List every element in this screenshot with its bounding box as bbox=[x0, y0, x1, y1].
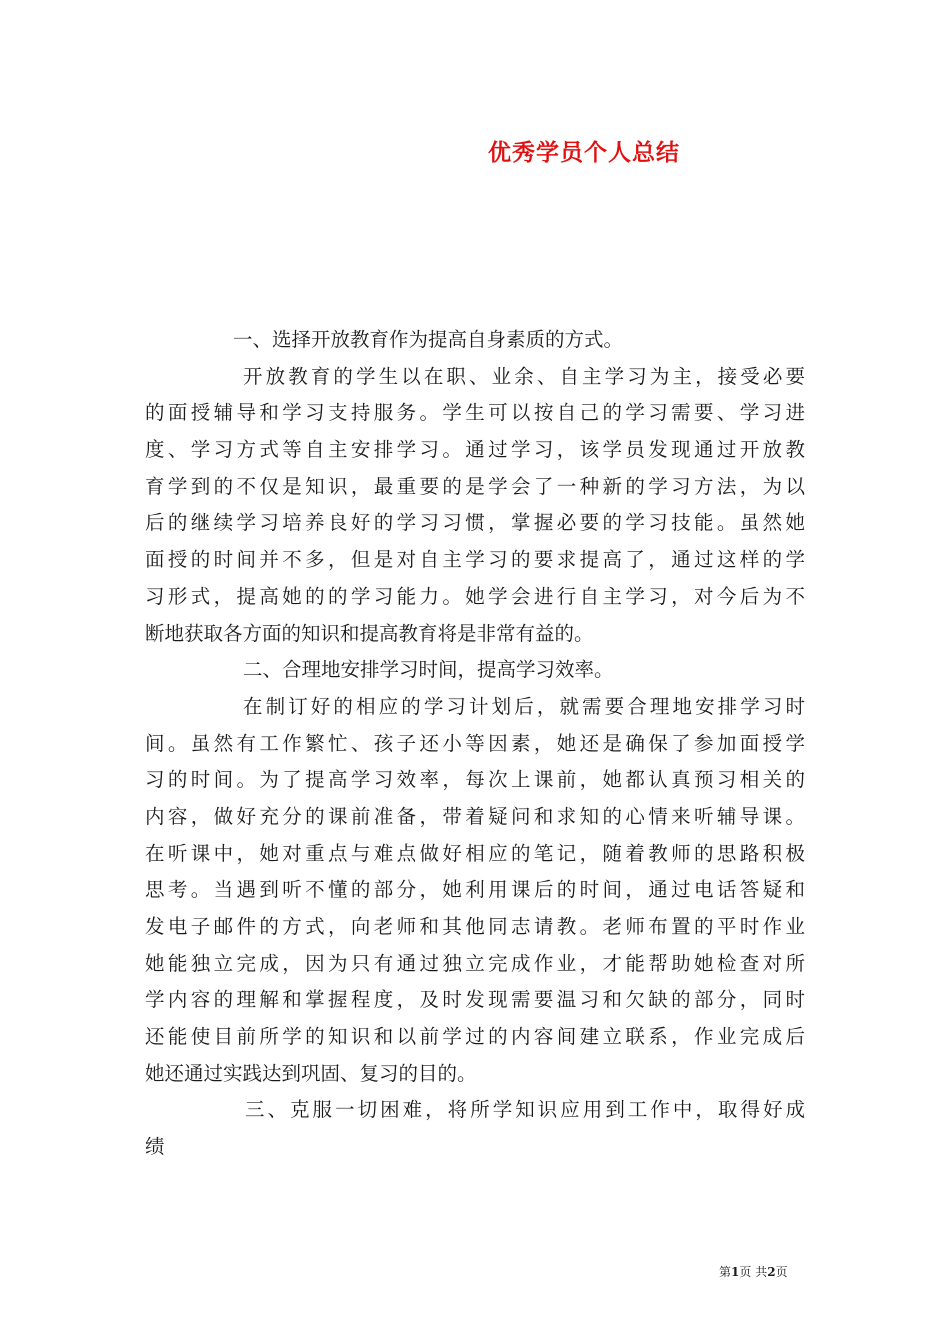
footer-prefix: 第 bbox=[719, 1265, 732, 1279]
paragraph-line: 绩 bbox=[145, 1135, 165, 1159]
paragraph-line: 在制订好的相应的学习计划后，就需要合理地安排学习时 bbox=[243, 694, 805, 718]
section-heading-2: 二、合理地安排学习时间，提高学习效率。 bbox=[243, 658, 614, 682]
paragraph-line: 她能独立完成，因为只有通过独立完成作业，才能帮助她检查对所 bbox=[145, 951, 805, 975]
paragraph-line: 还能使目前所学的知识和以前学过的内容间建立联系，作业完成后 bbox=[145, 1025, 805, 1049]
paragraph-line: 间。虽然有工作繁忙、孩子还小等因素，她还是确保了参加面授学 bbox=[145, 731, 805, 755]
page-footer bbox=[719, 1263, 788, 1280]
document-body bbox=[145, 322, 805, 1166]
paragraph-line: 开放教育的学生以在职、业余、自主学习为主，接受必要 bbox=[243, 364, 805, 388]
footer-suffix: 页 bbox=[775, 1265, 788, 1279]
paragraph-line: 在听课中，她对重点与难点做好相应的笔记，随着教师的思路积极 bbox=[145, 841, 805, 865]
paragraph-line: 发电子邮件的方式，向老师和其他同志请教。老师布置的平时作业 bbox=[145, 915, 805, 938]
document-title: 优秀学员个人总结 bbox=[488, 139, 680, 166]
paragraph-line: 度、学习方式等自主安排学习。通过学习，该学员发现通过开放教 bbox=[145, 438, 805, 462]
paragraph-line: 习的时间。为了提高学习效率，每次上课前，她都认真预习相关的 bbox=[145, 768, 805, 792]
footer-current-page: 1 bbox=[731, 1265, 740, 1279]
paragraph-line: 思考。当遇到听不懂的部分，她利用课后的时间，通过电话答疑和 bbox=[145, 878, 805, 902]
section-heading-1: 一、选择开放教育作为提高自身素质的方式。 bbox=[233, 328, 624, 351]
paragraph-line: 内容，做好充分的课前准备，带着疑问和求知的心情来听辅导课。 bbox=[145, 804, 805, 828]
paragraph-line: 面授的时间并不多，但是对自主学习的要求提高了，通过这样的学 bbox=[145, 548, 805, 572]
paragraph-line: 的面授辅导和学习支持服务。学生可以按自己的学习需要、学习进 bbox=[145, 401, 805, 425]
paragraph-line: 育学到的不仅是知识，最重要的是学会了一种新的学习方法，为以 bbox=[145, 474, 805, 498]
paragraph-line: 习形式，提高她的的学习能力。她学会进行自主学习，对今后为不 bbox=[145, 584, 805, 608]
paragraph-line: 学内容的理解和掌握程度，及时发现需要温习和欠缺的部分，同时 bbox=[145, 988, 805, 1012]
paragraph-line: 她还通过实践达到巩固、复习的目的。 bbox=[145, 1061, 477, 1085]
section-heading-3: 三、克服一切困难，将所学知识应用到工作中，取得好成 bbox=[245, 1098, 805, 1122]
paragraph-line: 后的继续学习培养良好的学习习惯，掌握必要的学习技能。虽然她 bbox=[145, 511, 805, 535]
paragraph-line: 断地获取各方面的知识和提高教育将是非常有益的。 bbox=[145, 621, 594, 645]
footer-middle: 页 共 bbox=[739, 1265, 768, 1279]
footer-total-pages: 2 bbox=[767, 1265, 776, 1279]
